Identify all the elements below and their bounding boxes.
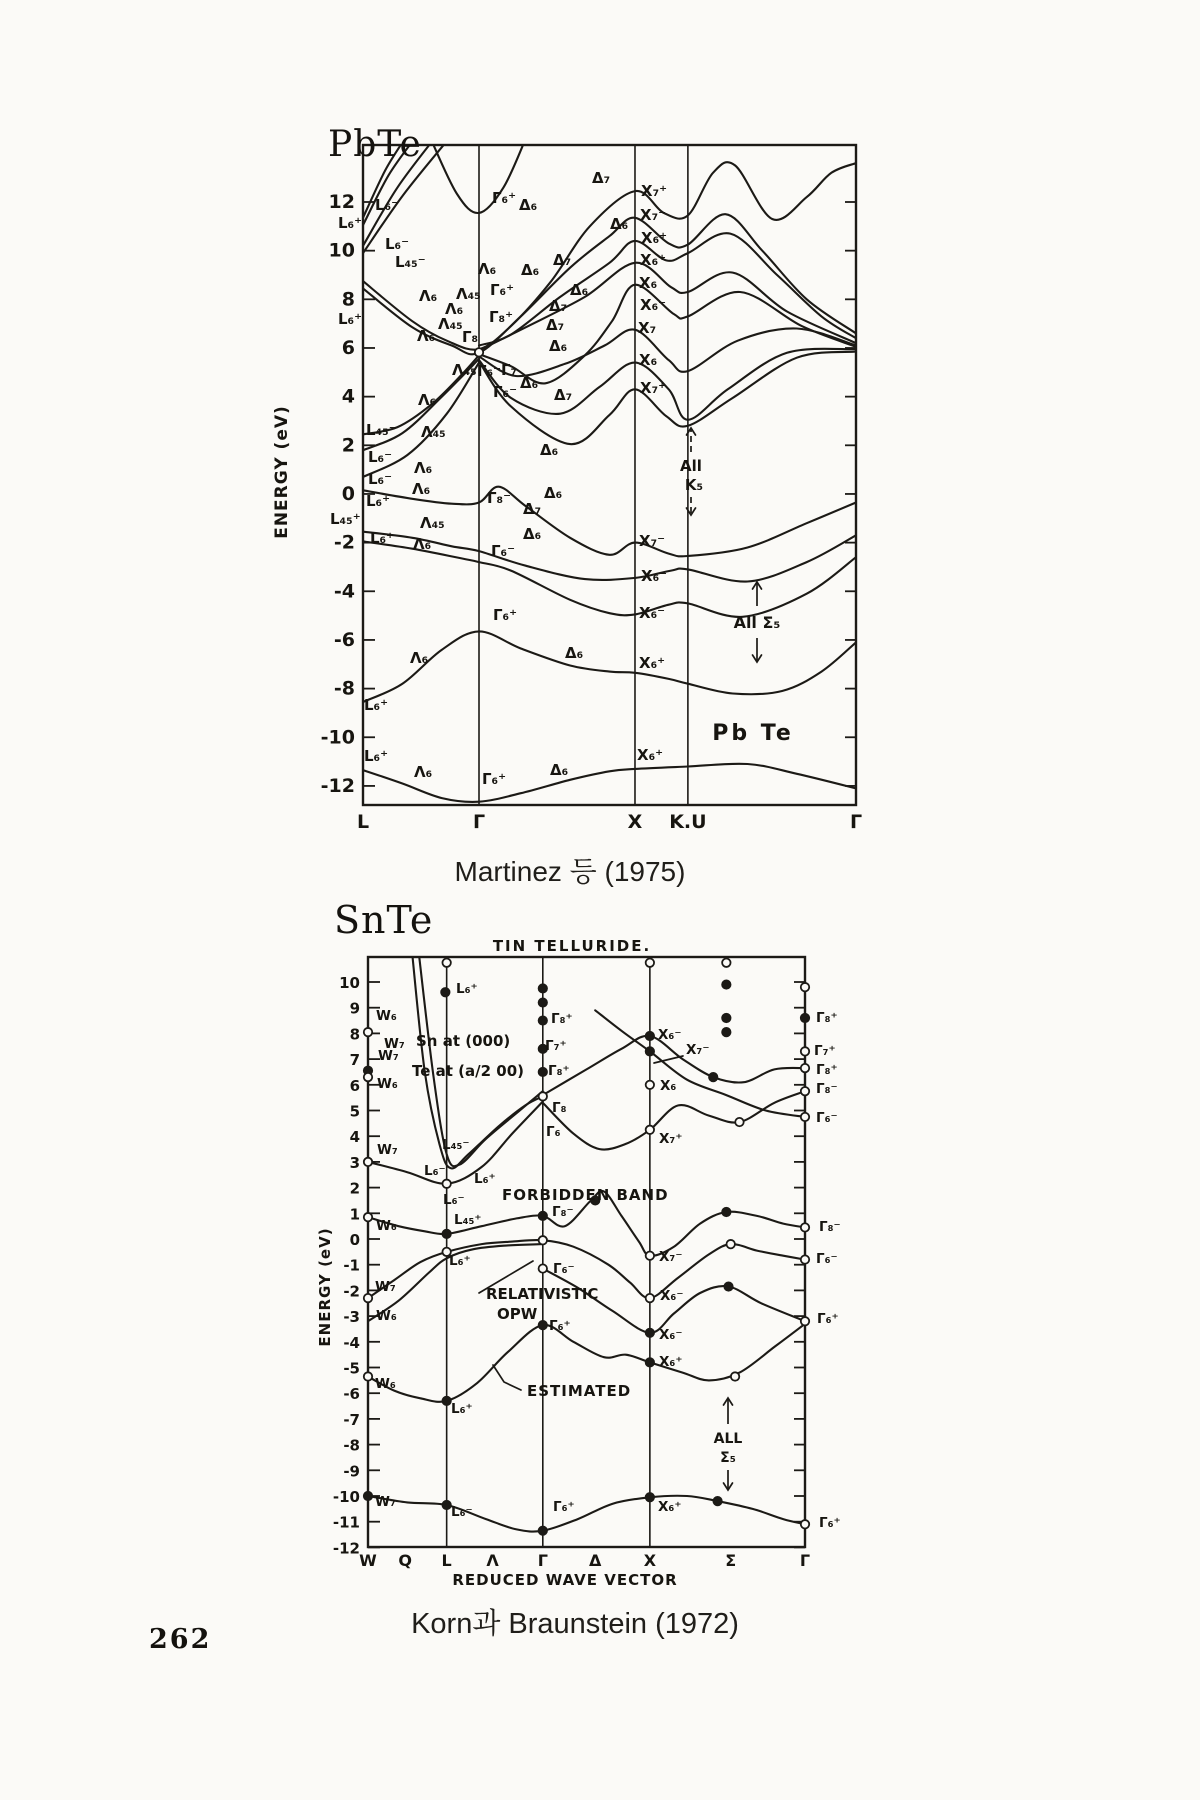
leader-line <box>493 1365 521 1390</box>
band-label: Γ₆⁻ <box>816 1251 838 1267</box>
y-tick-label: -8 <box>333 677 355 700</box>
y-axis-label: ENERGY (eV) <box>316 1227 334 1347</box>
band-label: Γ₆⁻ <box>477 362 502 380</box>
data-point <box>646 1252 654 1260</box>
band-label: Γ₆⁻ <box>553 1261 575 1277</box>
band-label: W₇ <box>375 1279 396 1295</box>
data-point <box>364 1073 372 1081</box>
band-label: Γ₆⁺ <box>493 606 518 624</box>
band-label: Δ₇ <box>592 169 611 187</box>
band-label: Γ₈⁻ <box>816 1081 838 1097</box>
data-point <box>646 1329 654 1337</box>
band-label: Δ₆ <box>570 281 589 299</box>
band-label: Γ₈⁺ <box>551 1011 573 1027</box>
band-label: W₆ <box>376 1308 397 1324</box>
band-label: L₆⁺ <box>456 981 478 997</box>
band-label: Δ₇ <box>554 386 573 404</box>
annotation-text: Te at (a/2 00) <box>412 1062 524 1080</box>
band-label: Γ₈⁻ <box>487 489 512 507</box>
data-point <box>646 1081 654 1089</box>
band-label: Γ₈⁺ <box>548 1063 570 1079</box>
band-label: X₆⁺ <box>640 251 667 269</box>
data-point <box>539 984 547 992</box>
data-point <box>539 1068 547 1076</box>
data-point <box>364 1492 372 1500</box>
band-curve <box>479 328 856 376</box>
data-point <box>475 348 483 356</box>
band-label: X₆⁻ <box>641 567 668 585</box>
band-curve <box>363 162 856 350</box>
band-label: X₆⁻ <box>659 1327 683 1343</box>
band-label: Δ₇ <box>523 500 542 518</box>
data-point <box>442 1397 450 1405</box>
band-label: Γ₈ <box>552 1100 567 1116</box>
band-label: W₆ <box>376 1008 397 1024</box>
data-point <box>801 1317 809 1325</box>
k-label-W: W <box>359 1551 377 1570</box>
y-tick-label: -3 <box>343 1308 360 1327</box>
band-label: Λ₆ <box>410 649 429 667</box>
band-label: X₆⁺ <box>639 654 666 672</box>
band-label: Λ₄₅ <box>420 514 445 532</box>
annotation-text: FORBIDDEN BAND <box>502 1186 669 1204</box>
band-label: L₆⁻ <box>368 470 393 488</box>
band-label: Γ₆⁺ <box>819 1515 841 1531</box>
band-label: Γ₈⁻ <box>552 1204 574 1220</box>
data-point <box>801 1014 809 1022</box>
band-curve <box>368 1496 805 1532</box>
figure-caption-snte: Korn과 Braunstein (1972) <box>411 1608 739 1640</box>
data-point <box>646 1358 654 1366</box>
y-tick-label: -11 <box>332 1513 360 1532</box>
y-tick-label: 7 <box>349 1051 360 1070</box>
bands-group <box>363 136 856 802</box>
data-point <box>539 1092 547 1100</box>
y-tick-label: 6 <box>341 336 355 359</box>
band-label: Λ₄₅ <box>438 315 463 333</box>
band-label: Λ₆ <box>412 480 431 498</box>
y-tick-label: 10 <box>328 239 355 262</box>
band-label: Λ₆ <box>419 287 438 305</box>
band-label: X₇⁺ <box>640 379 667 397</box>
data-point <box>364 1158 372 1166</box>
annotation-arrow <box>724 1398 733 1424</box>
band-label: Λ₆ <box>418 391 437 409</box>
data-point <box>646 1047 654 1055</box>
band-label: X₆ <box>639 351 658 369</box>
y-tick-label: 5 <box>349 1102 360 1121</box>
band-label: L₆⁻ <box>443 1192 465 1208</box>
data-point <box>539 1264 547 1272</box>
band-label: W₆ <box>375 1376 396 1392</box>
band-label: Λ₄₅ <box>421 423 446 441</box>
y-tick-label: -7 <box>343 1410 360 1429</box>
band-label: Γ₆⁺ <box>553 1499 575 1515</box>
band-label: Λ₆ <box>417 327 436 345</box>
page-number: 262 <box>149 1624 212 1655</box>
band-curve <box>363 214 856 354</box>
annotation-text: ALL <box>713 1431 743 1447</box>
y-tick-label: 8 <box>349 1025 360 1044</box>
y-tick-label: 1 <box>349 1205 360 1224</box>
data-point <box>801 1223 809 1231</box>
data-point <box>364 1028 372 1036</box>
y-tick-label: -9 <box>343 1462 360 1481</box>
k-label-Γ: Γ <box>537 1551 548 1570</box>
band-label: Δ₆ <box>549 337 568 355</box>
band-label: X₆⁺ <box>659 1354 683 1370</box>
band-label: X₆ <box>639 274 658 292</box>
k-label-X: X <box>627 811 643 833</box>
band-label: Γ₆⁺ <box>549 1318 571 1334</box>
band-label: L₆⁺ <box>370 529 395 547</box>
annotation-arrow <box>724 1470 733 1490</box>
band-label: Δ₆ <box>520 374 539 392</box>
band-label: Γ₇⁺ <box>814 1043 836 1059</box>
band-label: L₄₅⁻ <box>395 253 426 271</box>
data-point <box>539 1016 547 1024</box>
band-label: L₄₅⁺ <box>454 1212 482 1228</box>
data-point <box>539 1526 547 1534</box>
band-curve <box>363 631 856 702</box>
y-tick-label: -12 <box>320 774 355 797</box>
data-point <box>731 1372 739 1380</box>
band-label: Λ₆ <box>478 260 497 278</box>
y-axis-label: ENERGY (eV) <box>272 405 292 539</box>
band-label: L₆⁺ <box>366 492 391 510</box>
data-point <box>801 1064 809 1072</box>
data-point <box>646 1294 654 1302</box>
band-label: L₄₅⁻ <box>366 421 397 439</box>
band-label: X₆⁻ <box>639 604 666 622</box>
k-label-Δ: Δ <box>589 1551 602 1570</box>
band-label: X₆⁺ <box>641 229 668 247</box>
band-label: L₆⁺ <box>364 696 389 714</box>
band-label: W₆ <box>376 1218 397 1234</box>
band-curve <box>595 1010 805 1117</box>
band-label: Λ₆ <box>414 763 433 781</box>
y-tick-label: 2 <box>341 434 355 457</box>
data-point <box>801 983 809 991</box>
band-label: Λ₆ <box>414 459 433 477</box>
y-tick-label: 10 <box>339 974 360 992</box>
data-point <box>722 1014 730 1022</box>
y-tick-label: -6 <box>333 628 355 651</box>
data-point <box>364 1372 372 1380</box>
band-label: L₆⁺ <box>451 1401 473 1417</box>
y-tick-label: 9 <box>349 999 360 1018</box>
figure-heading-pbte: PbTe <box>328 124 422 165</box>
y-tick-label: 0 <box>341 482 355 505</box>
band-label: Δ₆ <box>519 196 538 214</box>
data-point <box>442 1230 450 1238</box>
data-point <box>441 988 449 996</box>
k-label-Σ: Σ <box>725 1551 737 1570</box>
annotation-text: K₅ <box>684 476 704 494</box>
band-label: Δ₆ <box>565 644 584 662</box>
annotation-text: Pb Te <box>712 721 794 746</box>
data-point <box>364 1213 372 1221</box>
band-label: X₇⁺ <box>641 182 668 200</box>
annotation-text: OPW <box>497 1305 538 1323</box>
y-tick-label: -6 <box>343 1385 360 1404</box>
band-label: L₆⁺ <box>474 1171 496 1187</box>
band-label: Γ₆⁺ <box>490 281 515 299</box>
band-label: W₇ <box>377 1142 398 1158</box>
band-label: Γ₈ <box>462 328 479 346</box>
band-label: Γ₇⁺ <box>545 1038 567 1054</box>
y-tick-label: -4 <box>333 580 355 603</box>
data-point <box>727 1240 735 1248</box>
y-tick-label: -12 <box>332 1539 360 1558</box>
figure-heading-snte: SnTe <box>334 898 434 942</box>
band-label: L₆⁺ <box>449 1253 471 1269</box>
band-label: L₆⁻ <box>385 235 410 253</box>
data-point <box>442 959 450 967</box>
y-tick-label: -2 <box>333 531 355 554</box>
band-label: Γ₇ <box>501 361 518 379</box>
band-label: Δ₆ <box>550 761 569 779</box>
band-label: W₇ <box>378 1048 399 1064</box>
band-label: L₆⁺ <box>338 310 363 328</box>
k-label-Λ: Λ <box>486 1551 499 1570</box>
band-label: Γ₆⁻ <box>816 1110 838 1126</box>
annotation-text: All <box>680 457 702 475</box>
band-label: Δ₆ <box>521 261 540 279</box>
data-point <box>735 1118 743 1126</box>
band-label: Λ₄₅ <box>456 285 481 303</box>
band-label: L₆⁻ <box>375 196 400 214</box>
annotation-arrow <box>753 638 762 662</box>
y-tick-label: -10 <box>320 726 355 749</box>
annotation-text: Σ₅ <box>720 1450 736 1466</box>
y-tick-label: 8 <box>341 288 355 311</box>
y-tick-label: -4 <box>343 1333 360 1352</box>
band-label: Γ₆⁺ <box>817 1311 839 1327</box>
band-label: Γ₆⁻ <box>493 383 518 401</box>
band-label: Λ₆ <box>445 300 464 318</box>
data-point <box>539 998 547 1006</box>
data-point <box>442 1180 450 1188</box>
k-label-L: L <box>441 1551 452 1570</box>
band-label: Γ₈⁺ <box>816 1010 838 1026</box>
data-point <box>724 1282 732 1290</box>
y-tick-label: -2 <box>343 1282 360 1301</box>
data-point <box>646 1126 654 1134</box>
band-label: Λ₄₅ <box>452 361 477 379</box>
y-tick-label: 12 <box>328 191 355 213</box>
y-tick-label: -1 <box>343 1256 360 1275</box>
snte-figure <box>316 937 841 1589</box>
band-label: Δ₇ <box>549 297 568 315</box>
band-label: Γ₆ <box>546 1124 561 1140</box>
pbte-figure <box>272 136 862 833</box>
band-label: L₄₅⁻ <box>442 1137 470 1153</box>
band-label: X₆⁺ <box>658 1499 682 1515</box>
band-label: X₇⁻ <box>686 1042 710 1058</box>
band-label: Γ₆⁺ <box>492 189 517 207</box>
figure-frame <box>363 145 856 805</box>
annotation-text: Sn at (000) <box>416 1032 511 1050</box>
band-label: X₆⁺ <box>637 746 664 764</box>
y-tick-label: 4 <box>341 385 355 408</box>
band-label: Δ₆ <box>540 441 559 459</box>
band-label: L₆⁺ <box>338 214 363 232</box>
data-point <box>722 1208 730 1216</box>
annotation-arrow <box>753 582 762 606</box>
band-curve <box>363 532 856 582</box>
band-label: Δ₆ <box>610 215 629 233</box>
data-point <box>801 1113 809 1121</box>
band-label: W₇ <box>384 1036 405 1052</box>
k-label-Γ: Γ <box>472 811 486 833</box>
band-label: X₇⁻ <box>639 532 666 550</box>
data-point <box>722 1028 730 1036</box>
band-label: X₆⁻ <box>658 1027 682 1043</box>
band-label: W₆ <box>377 1076 398 1092</box>
band-curve <box>479 352 856 445</box>
k-label-Q: Q <box>398 1551 412 1570</box>
y-tick-label: -10 <box>332 1488 360 1506</box>
band-label: Δ₇ <box>546 316 565 334</box>
data-point <box>713 1497 721 1505</box>
band-label: Δ₇ <box>553 251 572 269</box>
annotation-text: TIN TELLURIDE. <box>492 937 652 955</box>
band-label: X₆⁻ <box>660 1288 684 1304</box>
k-label-L: L <box>356 811 370 833</box>
band-label: Γ₈⁻ <box>819 1219 841 1235</box>
band-label: X₇⁻ <box>640 206 667 224</box>
annotation-text: ESTIMATED <box>527 1382 632 1400</box>
data-point <box>442 1501 450 1509</box>
band-label: L₆⁻ <box>368 448 393 466</box>
data-point <box>539 1236 547 1244</box>
data-point <box>709 1073 717 1081</box>
data-point <box>801 1047 809 1055</box>
annotation-text: RELATIVISTIC <box>486 1285 599 1303</box>
figure-caption-pbte: Martinez 등 (1975) <box>454 856 686 887</box>
band-label: X₇ <box>638 319 657 337</box>
data-point <box>801 1520 809 1528</box>
data-point <box>364 1294 372 1302</box>
y-tick-label: -8 <box>343 1436 360 1455</box>
data-point <box>722 959 730 967</box>
k-label-X: X <box>643 1551 657 1570</box>
band-label: Γ₆⁻ <box>491 542 516 560</box>
annotation-text: REDUCED WAVE VECTOR <box>452 1571 678 1589</box>
band-label: Δ₆ <box>523 525 542 543</box>
data-point <box>646 959 654 967</box>
band-curve <box>363 764 856 802</box>
k-label-Γ: Γ <box>849 811 863 833</box>
band-label: Γ₈⁺ <box>816 1062 838 1078</box>
y-tick-label: 2 <box>349 1179 360 1198</box>
annotation-text: All Σ₅ <box>733 613 781 632</box>
data-point <box>801 1087 809 1095</box>
band-label: L₆⁻ <box>424 1163 446 1179</box>
data-point <box>646 1493 654 1501</box>
y-tick-label: 3 <box>349 1153 360 1172</box>
y-tick-label: 6 <box>349 1076 360 1095</box>
data-point <box>646 1032 654 1040</box>
band-label: X₇⁻ <box>659 1249 683 1265</box>
band-label: L₄₅⁺ <box>330 510 361 528</box>
band-label: L₆⁺ <box>364 747 389 765</box>
data-point <box>539 1212 547 1220</box>
band-label: L₆⁻ <box>451 1504 473 1520</box>
y-tick-label: 0 <box>349 1231 360 1249</box>
band-label: X₇⁺ <box>659 1131 683 1147</box>
y-tick-label: 4 <box>349 1128 360 1147</box>
data-point <box>722 980 730 988</box>
band-label: W₇ <box>375 1494 396 1510</box>
band-label: Γ₈⁺ <box>489 308 514 326</box>
band-label: X₆⁻ <box>640 296 667 314</box>
band-label: Λ₆ <box>413 535 432 553</box>
band-label: Γ₆⁺ <box>482 770 507 788</box>
data-point <box>539 1321 547 1329</box>
band-label: X₆ <box>660 1078 677 1094</box>
data-point <box>801 1255 809 1263</box>
k-label-Γ: Γ <box>799 1551 811 1570</box>
y-tick-label: -5 <box>343 1359 360 1378</box>
band-label: Δ₆ <box>544 484 563 502</box>
k-label-K.U: K.U <box>669 811 707 833</box>
